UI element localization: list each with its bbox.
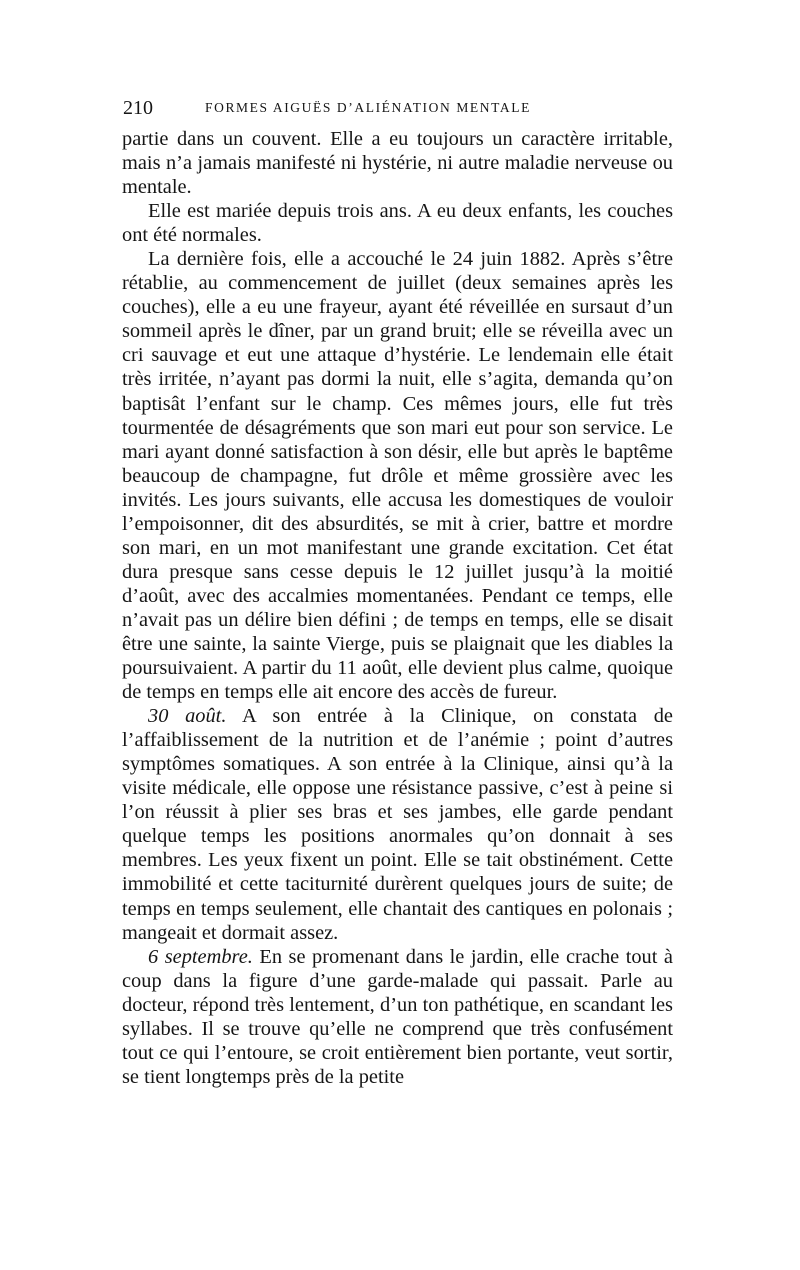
paragraph — [122, 199, 673, 247]
running-title: FORMES AIGUËS D’ALIÉNATION MENTALE — [205, 100, 531, 115]
page-number: 210 — [123, 97, 153, 119]
page-body — [122, 127, 673, 1089]
entry-date: 6 septembre. — [148, 945, 253, 968]
dated-paragraph — [122, 945, 673, 1089]
page-header — [123, 96, 683, 120]
paragraph-text: A son entrée à la Clinique, on constata de l’affaiblissement de la nutrition et de l’anémie ; point d’autres symptômes somatiques. A son entrée à la Clinique, ainsi qu’à la visite médicale, elle oppose une résistance passive, c’est à peine si l’on réussit à plier ses bras et ses jambes, elle garde pendant quelque temps les positions anormales qu’on donnait à ses membres. Les yeux fixent un point. Elle se tait obstinément. Cette immobilité et cette taciturnité durèrent quelques jours de suite; de temps en temps seulement, elle chantait des cantiques en polonais ; mangeait et dormait assez. — [122, 705, 673, 944]
entry-date: 30 août. — [148, 705, 227, 728]
paragraph-text: En se promenant dans le jardin, elle crache tout à coup dans la figure d’une garde-malade qui passait. Parle au docteur, répond très lentement, d’un ton pathétique, en scandant les syllabes. Il se trouve qu’elle ne comprend que très confusément tout ce qui l’entoure, se croit entièrement bien portante, veut sortir, se tient longtemps près de la petite — [122, 945, 673, 1088]
dated-paragraph — [122, 704, 673, 944]
paragraph-text: partie dans un couvent. Elle a eu toujours un caractère irritable, mais n’a jamais manifesté ni hystérie, ni autre maladie nerveuse ou mentale. — [122, 128, 673, 199]
paragraph-text: Elle est mariée depuis trois ans. A eu deux enfants, les couches ont été normales. — [122, 200, 673, 247]
paragraph — [122, 247, 673, 704]
paragraph-text: La dernière fois, elle a accouché le 24 juin 1882. Après s’être rétablie, au commencement de juillet (deux semaines après les couches), elle a eu une frayeur, ayant été réveillée en sursaut d’un sommeil après le dîner, par un grand bruit; elle se réveilla avec un cri sauvage et eut une attaque d’hystérie. Le lendemain elle était très irritée, n’ayant pas dormi la nuit, elle s’agita, demanda qu’on baptisât l’enfant sur le champ. Ces mêmes jours, elle fut très tourmentée de désagréments que son mari eut pour son service. Le mari ayant donné satisfaction à son désir, elle but après le baptême beaucoup de champagne, fut drôle et même grossière avec les invités. Les jours suivants, elle accusa les domestiques de vouloir l’empoisonner, dit des absurdités, se mit à crier, battre et mordre son mari, en un mot manifestant une grande excitation. Cet état dura presque sans cesse depuis le 12 juillet jusqu’à la moitié d’août, avec des accalmies momentanées. Pendant ce temps, elle n’avait pas un délire bien défini ; de temps en temps, elle se disait être une sainte, la sainte Vierge, puis se plaignait que les diables la poursuivaient. A partir du 11 août, elle devient plus calme, quoique de temps en temps elle ait encore des accès de fureur. — [122, 248, 673, 704]
paragraph-continued — [122, 127, 673, 199]
